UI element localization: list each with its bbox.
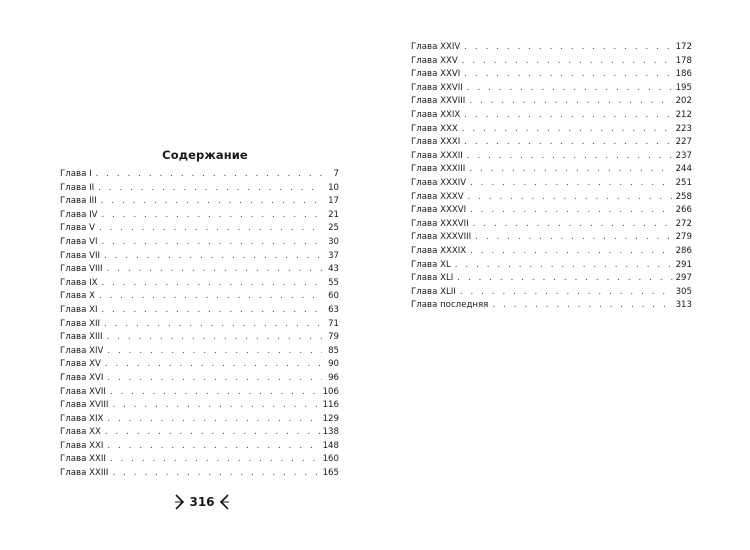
toc-entry-leader-dots (101, 277, 322, 291)
toc-entry-label: Глава XXVIII (411, 96, 466, 107)
toc-entry-leader-dots (464, 41, 672, 55)
toc-entry-page-number: 60 (328, 291, 339, 302)
toc-entry (411, 163, 692, 177)
toc-entry (411, 68, 692, 82)
toc-entry-leader-dots (104, 250, 322, 264)
toc-entry-page-number: 21 (328, 209, 339, 220)
toc-entry-leader-dots (467, 82, 673, 96)
toc-entry (411, 123, 692, 137)
toc-entry-label: Глава XXXIV (411, 177, 467, 188)
toc-entry-page-number: 106 (322, 386, 339, 397)
toc-entry-page-number: 251 (675, 177, 692, 188)
toc-entry-leader-dots (457, 272, 672, 286)
toc-entry (60, 358, 339, 372)
toc-entry-label: Глава XIX (60, 413, 104, 424)
toc-entry-page-number: 178 (675, 55, 692, 66)
toc-entry-label: Глава XXXIX (411, 245, 467, 256)
toc-entry-page-number: 244 (675, 164, 692, 175)
arrow-ornament-right-icon (219, 494, 229, 510)
toc-entry (60, 426, 339, 440)
toc-entry-label: Глава VI (60, 236, 98, 247)
toc-entry (411, 55, 692, 69)
toc-entry-page-number: 266 (675, 205, 692, 216)
toc-entry (411, 299, 692, 313)
toc-entry-page-number: 63 (328, 304, 339, 315)
toc-entry-label: Глава XVIII (60, 400, 109, 411)
toc-entry-page-number: 297 (675, 273, 692, 284)
toc-entry-leader-dots (112, 467, 319, 481)
toc-entry-page-number: 138 (322, 427, 339, 438)
toc-list-right (411, 41, 692, 313)
toc-entry (60, 386, 339, 400)
toc-entry-label: Глава XXXVII (411, 218, 469, 229)
toc-entry-label: Глава XXXII (411, 150, 463, 161)
toc-entry (60, 318, 339, 332)
toc-entry (60, 413, 339, 427)
toc-entry-label: Глава XXXV (411, 191, 464, 202)
toc-entry-label: Глава XXVII (411, 82, 463, 93)
toc-entry (60, 263, 339, 277)
toc-entry-page-number: 55 (328, 277, 339, 288)
toc-entry (60, 290, 339, 304)
toc-entry (60, 467, 339, 481)
toc-entry-label: Глава XXI (60, 440, 104, 451)
toc-entry (60, 182, 339, 196)
toc-entry-label: Глава III (60, 196, 97, 207)
toc-heading: Содержание (162, 148, 248, 162)
toc-entry-label: Глава XXVI (411, 69, 461, 80)
toc-entry-page-number: 272 (675, 218, 692, 229)
toc-entry-leader-dots (101, 304, 322, 318)
toc-entry-leader-dots (107, 440, 319, 454)
toc-entry-label: Глава XII (60, 318, 101, 329)
toc-entry-leader-dots (475, 231, 672, 245)
toc-entry-leader-dots (467, 150, 673, 164)
arrow-ornament-left-icon (175, 494, 185, 510)
toc-entry-label: Глава XXXIII (411, 164, 466, 175)
toc-entry-leader-dots (492, 299, 672, 313)
toc-entry-leader-dots (107, 345, 322, 359)
toc-entry (411, 218, 692, 232)
toc-entry-leader-dots (107, 263, 322, 277)
toc-entry-page-number: 10 (328, 182, 339, 193)
toc-entry-leader-dots (104, 318, 322, 332)
toc-entry-leader-dots (105, 426, 320, 440)
toc-entry-page-number: 30 (328, 236, 339, 247)
toc-entry-page-number: 291 (675, 259, 692, 270)
toc-entry-leader-dots (469, 95, 672, 109)
toc-entry-label: Глава VII (60, 250, 101, 261)
toc-entry (411, 245, 692, 259)
toc-entry-leader-dots (110, 386, 320, 400)
toc-entry-label: Глава XVII (60, 386, 106, 397)
toc-entry (60, 399, 339, 413)
toc-entry-label: Глава XXXVI (411, 205, 467, 216)
toc-entry-leader-dots (468, 191, 673, 205)
page-folio (170, 492, 234, 512)
toc-entry-leader-dots (464, 136, 672, 150)
toc-entry (411, 95, 692, 109)
toc-entry-leader-dots (98, 182, 322, 196)
toc-entry (60, 209, 339, 223)
toc-entry (60, 345, 339, 359)
toc-entry-label: Глава VIII (60, 264, 103, 275)
toc-entry (60, 168, 339, 182)
toc-list-left (60, 168, 339, 481)
toc-entry-page-number: 195 (675, 82, 692, 93)
toc-entry-page-number: 160 (322, 454, 339, 465)
toc-entry (411, 82, 692, 96)
page-number: 316 (189, 495, 215, 509)
toc-entry-page-number: 71 (328, 318, 339, 329)
toc-entry-leader-dots (464, 109, 672, 123)
toc-entry (60, 195, 339, 209)
toc-entry-leader-dots (101, 236, 322, 250)
toc-entry (60, 277, 339, 291)
toc-entry-leader-dots (462, 123, 673, 137)
toc-entry-leader-dots (112, 399, 319, 413)
toc-entry-page-number: 37 (328, 250, 339, 261)
toc-entry (411, 204, 692, 218)
toc-entry (411, 150, 692, 164)
toc-entry-page-number: 148 (322, 440, 339, 451)
toc-entry (411, 272, 692, 286)
toc-entry-leader-dots (455, 259, 673, 273)
toc-entry-label: Глава XXXVIII (411, 232, 472, 243)
toc-entry-leader-dots (464, 68, 672, 82)
toc-entry (411, 191, 692, 205)
toc-entry-label: Глава XLI (411, 273, 454, 284)
toc-entry-page-number: 279 (675, 232, 692, 243)
toc-entry (60, 453, 339, 467)
toc-entry (411, 41, 692, 55)
toc-entry-page-number: 165 (322, 468, 339, 479)
toc-entry-page-number: 43 (328, 264, 339, 275)
toc-entry-label: Глава XIII (60, 332, 103, 343)
toc-entry-page-number: 7 (333, 169, 339, 179)
toc-entry-page-number: 17 (328, 196, 339, 207)
toc-entry-page-number: 305 (675, 286, 692, 297)
toc-entry (411, 109, 692, 123)
toc-entry-label: Глава XI (60, 304, 98, 315)
toc-entry-leader-dots (96, 168, 322, 182)
toc-entry (60, 331, 339, 345)
toc-entry-page-number: 227 (675, 137, 692, 148)
toc-entry-label: Глава последняя (411, 300, 489, 311)
toc-entry-label: Глава XV (60, 359, 101, 370)
toc-entry-label: Глава XXII (60, 454, 106, 465)
toc-entry-label: Глава XX (60, 427, 101, 438)
toc-entry-page-number: 223 (675, 123, 692, 134)
toc-entry-leader-dots (470, 245, 672, 259)
toc-entry-leader-dots (107, 372, 322, 386)
toc-entry (60, 440, 339, 454)
toc-entry-page-number: 286 (675, 245, 692, 256)
toc-entry-leader-dots (101, 195, 322, 209)
toc-entry-page-number: 129 (322, 413, 339, 424)
toc-entry-label: Глава XXXI (411, 137, 461, 148)
toc-entry-label: Глава X (60, 291, 95, 302)
toc-entry-page-number: 313 (675, 300, 692, 311)
toc-entry-page-number: 90 (328, 359, 339, 370)
toc-entry-leader-dots (470, 204, 672, 218)
toc-entry-label: Глава V (60, 223, 95, 234)
toc-entry-leader-dots (462, 55, 673, 69)
right-page (375, 0, 750, 550)
toc-entry-leader-dots (99, 290, 322, 304)
toc-entry-label: Глава I (60, 169, 92, 179)
toc-entry-leader-dots (99, 222, 322, 236)
toc-entry-page-number: 79 (328, 332, 339, 343)
toc-entry (411, 259, 692, 273)
toc-entry-label: Глава XXIV (411, 42, 461, 52)
toc-entry (411, 177, 692, 191)
toc-entry (411, 136, 692, 150)
toc-entry-label: Глава XLII (411, 286, 456, 297)
toc-entry-leader-dots (105, 358, 322, 372)
toc-entry-label: Глава XXV (411, 55, 458, 66)
toc-entry-label: Глава XXX (411, 123, 458, 134)
toc-entry-label: Глава XVI (60, 372, 104, 383)
toc-entry-leader-dots (460, 286, 673, 300)
toc-entry-label: Глава XL (411, 259, 451, 270)
toc-entry-page-number: 186 (675, 69, 692, 80)
toc-entry-label: Глава II (60, 182, 95, 193)
toc-entry-leader-dots (469, 163, 672, 177)
toc-entry-label: Глава XIV (60, 345, 104, 356)
toc-entry-leader-dots (470, 177, 672, 191)
toc-entry-page-number: 237 (675, 150, 692, 161)
toc-entry-page-number: 202 (675, 96, 692, 107)
toc-entry-page-number: 116 (322, 400, 339, 411)
toc-entry (411, 231, 692, 245)
toc-entry-page-number: 96 (328, 372, 339, 383)
toc-entry-page-number: 85 (328, 345, 339, 356)
toc-entry-label: Глава XXIX (411, 109, 461, 120)
toc-entry (60, 372, 339, 386)
toc-entry-leader-dots (107, 331, 322, 345)
toc-entry (60, 304, 339, 318)
toc-entry-page-number: 172 (675, 42, 692, 52)
toc-entry-label: Глава IV (60, 209, 98, 220)
toc-entry (411, 286, 692, 300)
toc-entry-page-number: 25 (328, 223, 339, 234)
toc-entry-label: Глава IX (60, 277, 98, 288)
toc-entry-leader-dots (110, 453, 320, 467)
toc-entry-leader-dots (101, 209, 322, 223)
toc-entry-label: Глава XXIII (60, 468, 109, 479)
toc-entry (60, 222, 339, 236)
toc-entry-page-number: 258 (675, 191, 692, 202)
toc-entry (60, 236, 339, 250)
toc-entry-leader-dots (473, 218, 673, 232)
toc-entry-page-number: 212 (675, 109, 692, 120)
toc-entry-leader-dots (107, 413, 319, 427)
toc-entry (60, 250, 339, 264)
